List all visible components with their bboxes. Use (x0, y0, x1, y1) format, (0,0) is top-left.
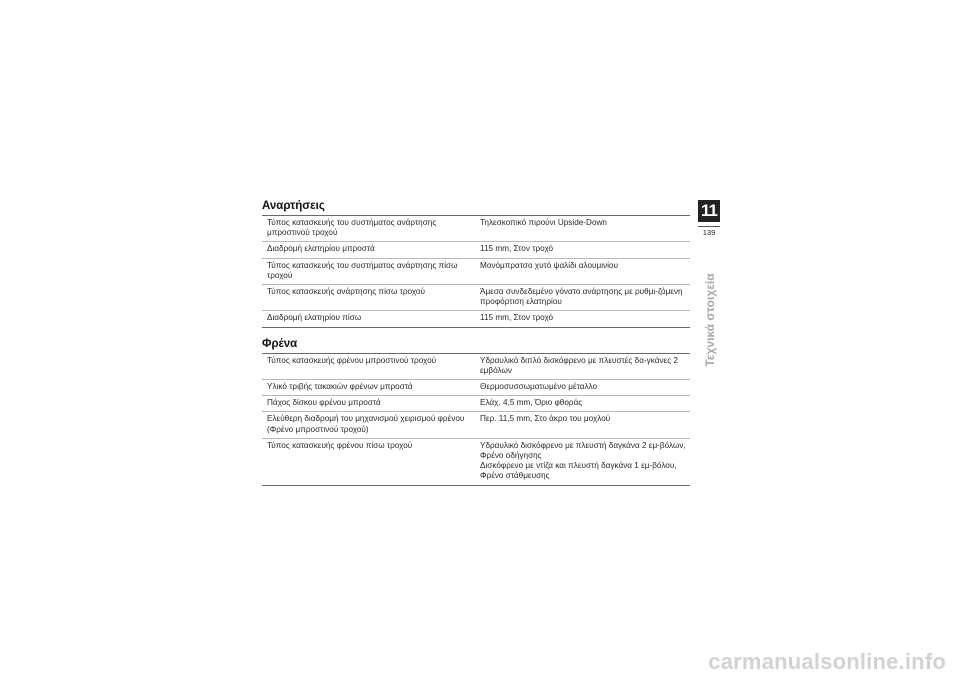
page-number: 139 (698, 226, 720, 237)
table-row (262, 438, 690, 485)
spec-value: Μονόμπρατσο χυτό ψαλίδι αλουμινίου (475, 258, 690, 284)
suspension-spec-table (262, 216, 690, 328)
spec-key: Διαδρομή ελατηρίου μπροστά (262, 242, 475, 258)
chapter-side-label: Τεχνικά στοιχεία (703, 273, 717, 367)
table-row (262, 396, 690, 412)
spec-value: Τηλεσκοπικό πιρούνι Upside-Down (475, 216, 690, 242)
table-row (262, 311, 690, 327)
spec-value: Υδραυλικό δισκόφρενο με πλευστή δαγκάνα 2 εμ-βόλων, Φρένο οδήγησης Δισκόφρενο με ντίζα και πλευστή δαγκάνα 1 εμ-βόλου, Φρένο στάθμευσης (475, 438, 690, 485)
spec-key: Υλικό τριβής τακακιών φρένων μπροστά (262, 380, 475, 396)
table-row (262, 412, 690, 438)
brakes-spec-table (262, 354, 690, 486)
spec-key: Τύπος κατασκευής του συστήματος ανάρτησης πίσω τροχού (262, 258, 475, 284)
section-title-suspension: Αναρτήσεις (262, 197, 690, 216)
spec-key: Πάχος δίσκου φρένου μπροστά (262, 396, 475, 412)
table-row (262, 354, 690, 380)
spec-key: Τύπος κατασκευής ανάρτησης πίσω τροχού (262, 285, 475, 311)
spec-value: Άμεσα συνδεδεμένο γόνατο ανάρτησης με ρυθμι-ζόμενη προφόρτιση ελατηρίου (475, 285, 690, 311)
spec-key: Τύπος κατασκευής φρένου μπροστινού τροχού (262, 354, 475, 380)
table-row (262, 285, 690, 311)
table-row (262, 242, 690, 258)
spec-value: Θερμοσυσσωματωμένο μέταλλο (475, 380, 690, 396)
spec-value: 115 mm, Στον τροχό (475, 311, 690, 327)
section-title-brakes: Φρένα (262, 335, 690, 354)
table-row (262, 258, 690, 284)
spec-key: Τύπος κατασκευής φρένου πίσω τροχού (262, 438, 475, 485)
spec-value: Περ. 11,5 mm, Στο άκρο του μοχλού (475, 412, 690, 438)
spec-content (262, 197, 690, 486)
spec-key: Διαδρομή ελατηρίου πίσω (262, 311, 475, 327)
spec-key: Ελεύθερη διαδρομή του μηχανισμού χειρισμού φρένου (Φρένο μπροστινού τροχού) (262, 412, 475, 438)
watermark: carmanualsonline.info (708, 649, 946, 674)
spec-value: Ελάχ. 4,5 mm, Όριο φθοράς (475, 396, 690, 412)
spec-value: Υδραυλικό διπλό δισκόφρενο με πλευστές δα-γκάνες 2 εμβόλων (475, 354, 690, 380)
table-row (262, 216, 690, 242)
table-row (262, 380, 690, 396)
spec-value: 115 mm, Στον τροχό (475, 242, 690, 258)
spec-key: Τύπος κατασκευής του συστήματος ανάρτησης μπροστινού τροχού (262, 216, 475, 242)
chapter-number-badge: 11 (698, 200, 720, 222)
